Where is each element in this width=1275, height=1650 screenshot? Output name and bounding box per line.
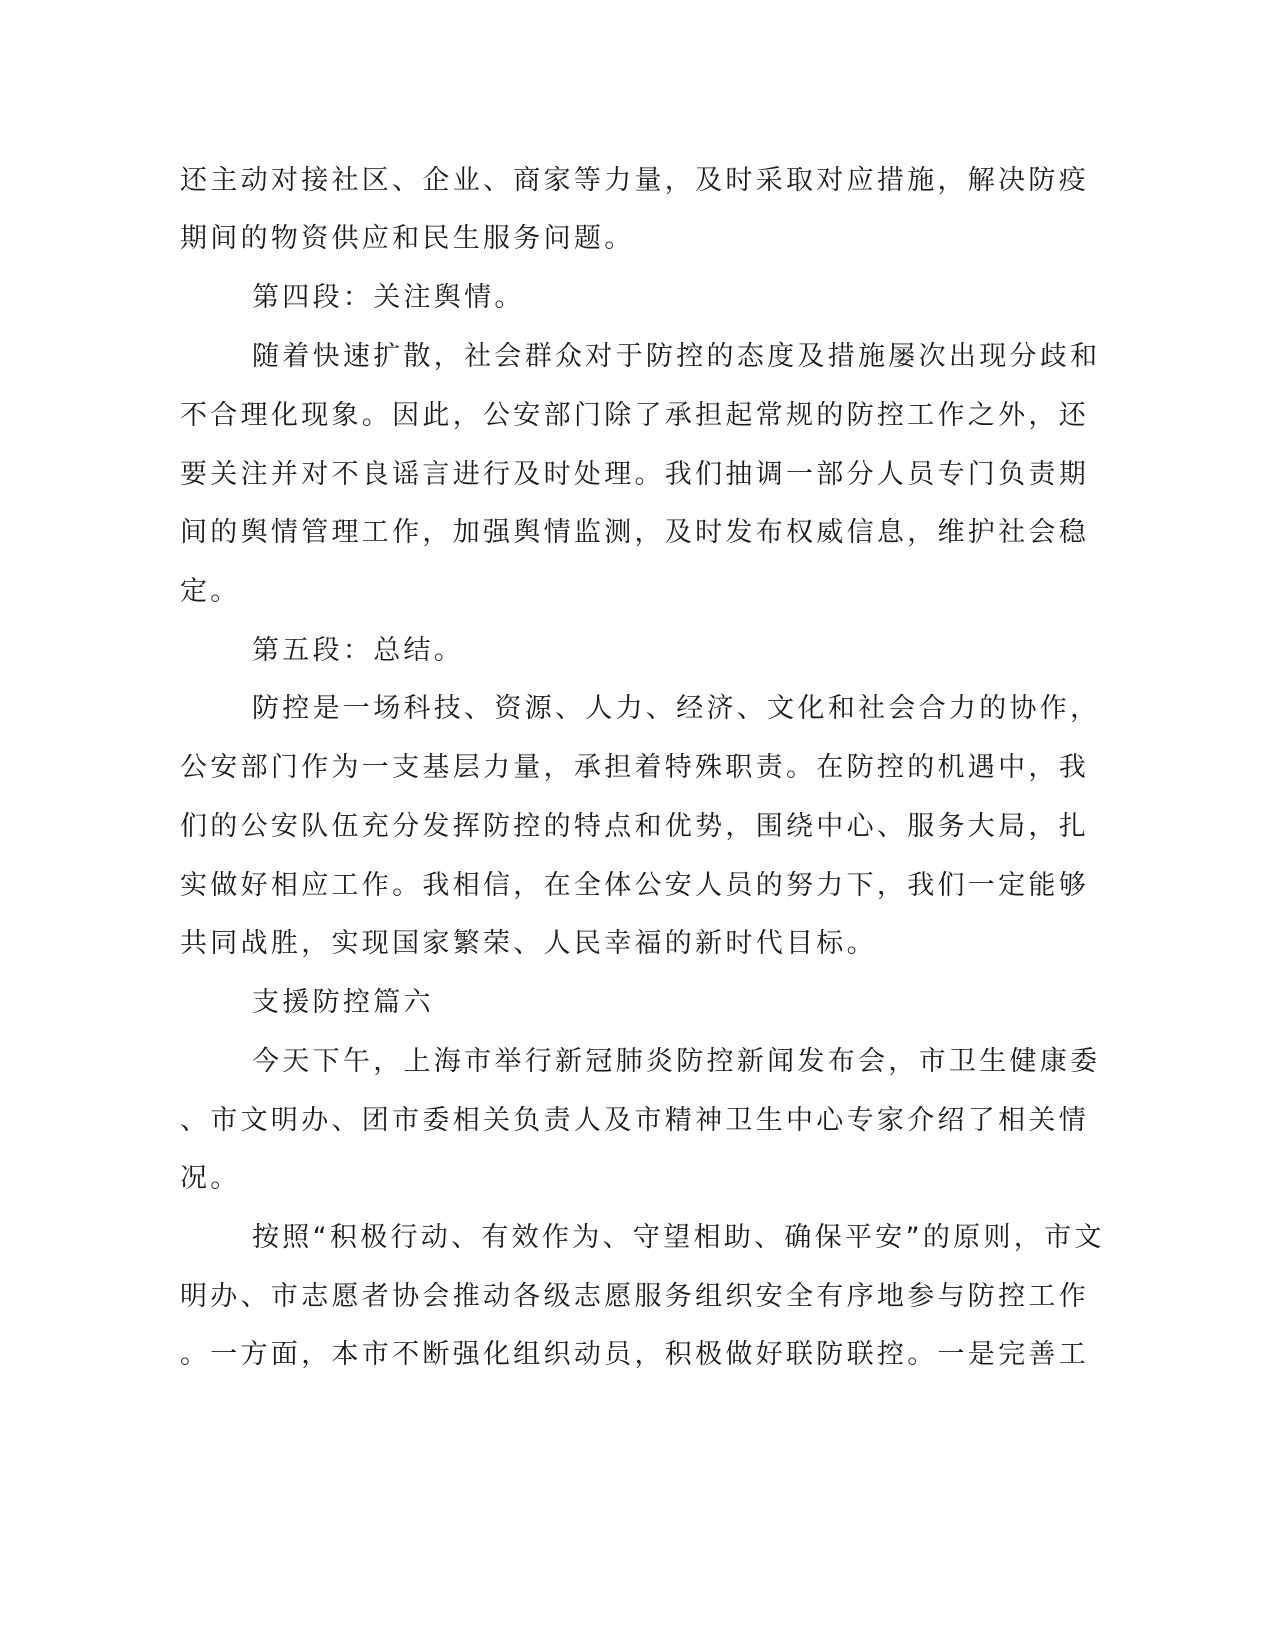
paragraph-line: 不合理化现象。因此，公安部门除了承担起常规的防控工作之外，还 — [180, 400, 1089, 431]
paragraph-line: 实做好相应工作。我相信，在全体公安人员的努力下，我们一定能够 — [180, 870, 1089, 901]
paragraph-line: 按照“积极行动、有效作为、守望相助、确保平安”的原则，市文 — [252, 1222, 1105, 1253]
paragraph-line: 间的舆情管理工作，加强舆情监测，及时发布权威信息，维护社会稳 — [180, 517, 1089, 548]
paragraph-line: 防控是一场科技、资源、人力、经济、文化和社会合力的协作， — [252, 693, 1101, 724]
paragraph-line: 明办、市志愿者协会推动各级志愿服务组织安全有序地参与防控工作 — [180, 1281, 1089, 1312]
paragraph-line: 共同战胜，实现国家繁荣、人民幸福的新时代目标。 — [180, 928, 877, 959]
paragraph-line: 定。 — [180, 576, 241, 607]
section-title: 支援防控篇六 — [252, 987, 434, 1018]
paragraph-line: 要关注并对不良谣言进行及时处理。我们抽调一部分人员专门负责期 — [180, 459, 1089, 490]
paragraph-line: 期间的物资供应和民生服务问题。 — [180, 223, 635, 254]
paragraph-line: 、市文明办、团市委相关负责人及市精神卫生中心专家介绍了相关情 — [180, 1105, 1089, 1136]
paragraph-line: 还主动对接社区、企业、商家等力量，及时采取对应措施，解决防疫 — [180, 165, 1089, 196]
paragraph-line: 随着快速扩散，社会群众对于防控的态度及措施屡次出现分歧和 — [252, 341, 1101, 372]
paragraph-line: 公安部门作为一支基层力量，承担着特殊职责。在防控的机遇中，我 — [180, 752, 1089, 783]
paragraph-line: 们的公安队伍充分发挥防控的特点和优势，围绕中心、服务大局，扎 — [180, 811, 1089, 842]
paragraph-line: 。一方面，本市不断强化组织动员，积极做好联防联控。一是完善工 — [180, 1339, 1089, 1370]
section-heading: 第五段：总结。 — [252, 635, 465, 666]
section-heading: 第四段：关注舆情。 — [252, 282, 525, 313]
paragraph-line: 今天下午，上海市举行新冠肺炎防控新闻发布会，市卫生健康委 — [252, 1046, 1101, 1077]
paragraph-line: 况。 — [180, 1163, 241, 1194]
